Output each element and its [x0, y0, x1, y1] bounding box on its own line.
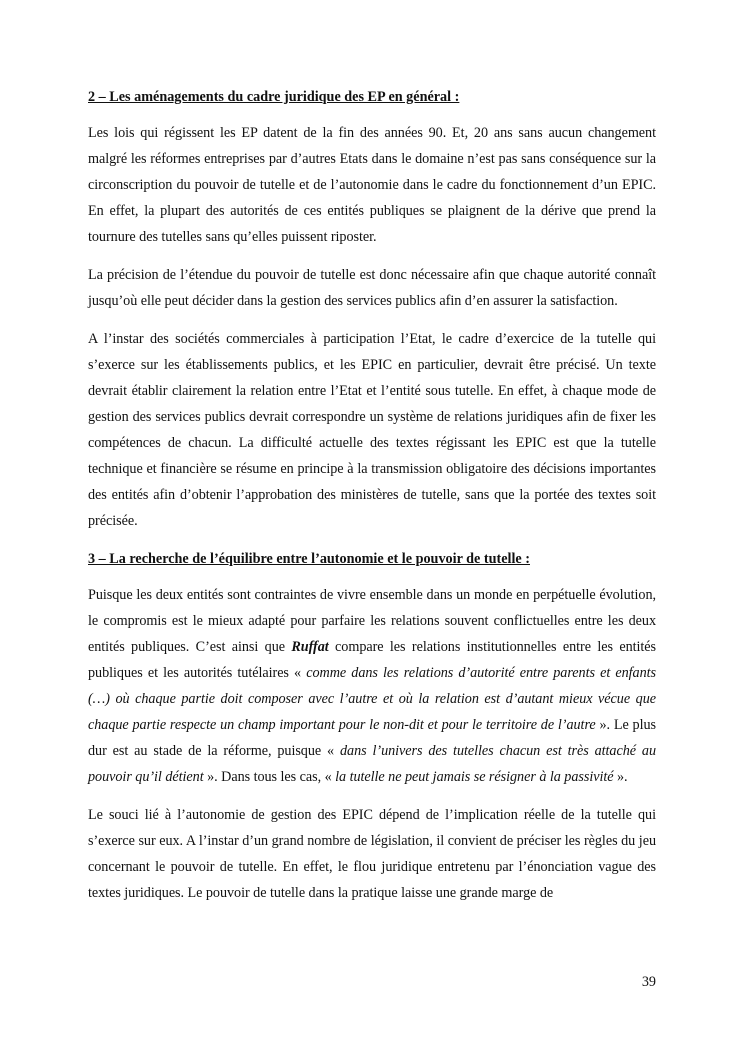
paragraph-3: A l’instar des sociétés commerciales à participation l’Etat, le cadre d’exercice de la tutelle qui s’exerce sur les établissements publics, et les EPIC en particulier, devrait être précisé. Un texte devrait établir clairement la relation entre l’Etat et l’entité sous tutelle. En effet, à chaque mode de gestion des services publics devrait correspondre un système de relations juridiques afin de fixer les compétences de chacun. La difficulté actuelle des textes régissant les EPIC est que la tutelle technique et financière se résume en principe à la transmission obligatoire des décisions importantes des entités afin d’obtenir l’approbation des ministères de tutelle, sans que la portée des textes soit précisée. [88, 331, 656, 529]
page-number: 39 [641, 974, 656, 990]
paragraph-5: Le souci lié à l’autonomie de gestion des EPIC dépend de l’implication réelle de la tutelle qui s’exerce sur eux. A l’instar d’un grand nombre de législation, il convient de préciser les règles du jeu concernant le pouvoir de tutelle. En effet, le flou juridique entretenu par l’énonciation vague des textes juridiques. Le pouvoir de tutelle dans la pratique laisse une grande marge de [88, 807, 656, 901]
quote-3: la tutelle ne peut jamais se résigner à la passivité [335, 769, 614, 785]
paragraph-2: La précision de l’étendue du pouvoir de tutelle est donc nécessaire afin que chaque autorité connaît jusqu’où elle peut décider dans la gestion des services publics afin d’en assurer la satisfaction. [88, 267, 656, 309]
page-body [88, 84, 656, 918]
author-name: Ruffat [291, 639, 329, 655]
paragraph-4-text-1: Puisque les deux entités sont contraintes de vivre ensemble dans un monde en perpétuelle évolution, le compromis est le mieux adapté pour parfaire les relations souvent conflictuelles entre les deux entités publiques. C’est ainsi que [88, 587, 656, 655]
quote-1: comme dans les relations d’autorité entre parents et enfants (…) où chaque partie doit composer avec l’autre et où la relation est d’autant mieux vécue que chaque partie respecte un champ important pour le non-dit et pour le territoire de l’autre [88, 665, 656, 733]
paragraph-4-text-5: ». [613, 769, 628, 785]
paragraph-4-text-4: ». Dans tous les cas, « [203, 769, 336, 785]
paragraph-4-text-2: compare les relations institutionnelles entre les entités publiques et les autorités tutélaires « [88, 639, 657, 681]
paragraph-4-text-3: ». Le plus dur est au stade de la réforme, puisque « [88, 717, 656, 759]
section-heading-2: 2 – Les aménagements du cadre juridique des EP en général : [88, 89, 460, 105]
paragraph-1: Les lois qui régissent les EP datent de la fin des années 90. Et, 20 ans sans aucun changement malgré les réformes entreprises par d’autres Etats dans le domaine n’est pas sans conséquence sur la circonscription du pouvoir de tutelle et de l’autonomie dans le cadre du fonctionnement d’un EPIC. En effet, la plupart des autorités de ces entités publiques se plaignent de la dérive que prend la tournure des tutelles sans qu’elles puissent riposter. [88, 125, 656, 245]
quote-2: dans l’univers des tutelles chacun est très attaché au pouvoir qu’il détient [88, 743, 656, 785]
paragraph-4 [88, 582, 656, 790]
section-heading-3: 3 – La recherche de l’équilibre entre l’autonomie et le pouvoir de tutelle : [88, 551, 530, 567]
